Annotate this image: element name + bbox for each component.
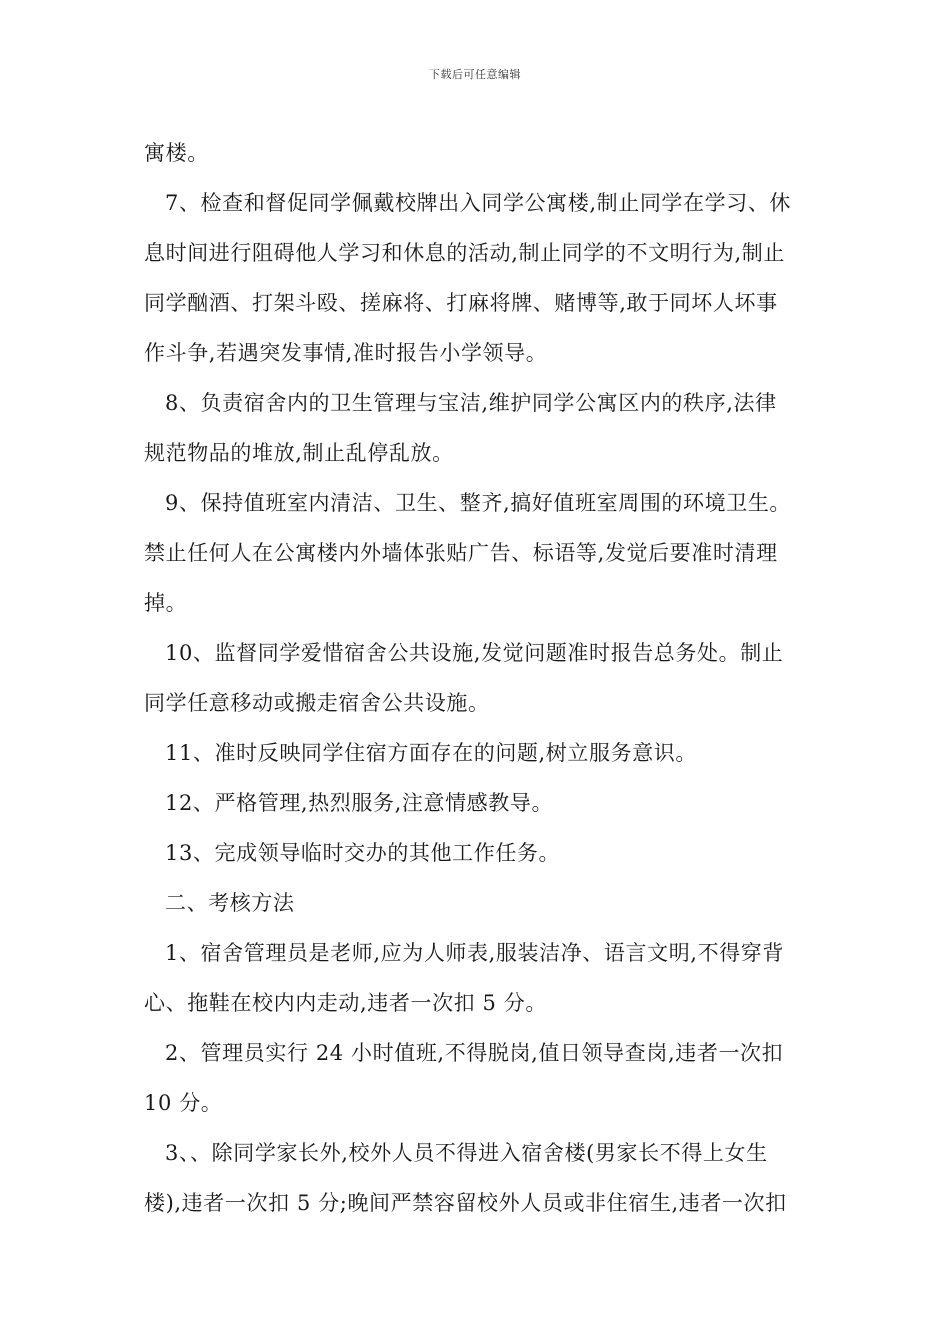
rule-1-line-2: 心、拖鞋在校内内走动,违者一次扣 5 分。 (144, 991, 547, 1015)
item-10-line-1: 10、监督同学爱惜宿舍公共设施,发觉问题准时报告总务处。制止 (165, 641, 784, 665)
item-7-line-2: 息时间进行阻碍他人学习和休息的活动,制止同学的不文明行为,制止 (144, 241, 785, 265)
document-body (144, 128, 808, 1228)
rule-3-line-2: 楼),违者一次扣 5 分;晚间严禁容留校外人员或非住宿生,违者一次扣 (144, 1191, 787, 1215)
item-7-line-3: 同学酗酒、打架斗殴、搓麻将、打麻将牌、赌博等,敢于同坏人坏事 (144, 291, 778, 315)
rule-1-line-1: 1、宿舍管理员是老师,应为人师表,服装洁净、语言文明,不得穿背 (165, 941, 784, 965)
item-11-line: 11、准时反映同学住宿方面存在的问题,树立服务意识。 (165, 741, 697, 765)
page-header: 下载后可任意编辑 (429, 68, 521, 81)
item-9-line-3: 掉。 (144, 591, 188, 615)
rule-2-line-2: 10 分。 (144, 1091, 223, 1115)
item-8-line-1: 8、负责宿舍内的卫生管理与宝洁,维护同学公寓区内的秩序,法律 (165, 391, 777, 415)
rule-2-line-1: 2、管理员实行 24 小时值班,不得脱岗,值日领导查岗,违者一次扣 (165, 1041, 784, 1065)
item-9-line-1: 9、保持值班室内清洁、卫生、整齐,搞好值班室周围的环境卫生。 (165, 491, 792, 515)
item-9-line-2: 禁止任何人在公寓楼内外墙体张贴广告、标语等,发觉后要准时清理 (144, 541, 778, 565)
item-10-line-2: 同学任意移动或搬走宿舍公共设施。 (144, 691, 490, 715)
item-12-line: 12、严格管理,热烈服务,注意情感教导。 (165, 791, 554, 815)
item-7-line-4: 作斗争,若遇突发事情,准时报告小学领导。 (144, 341, 548, 365)
item-7-line-1: 7、检查和督促同学佩戴校牌出入同学公寓楼,制止同学在学习、休 (165, 191, 792, 215)
text-line: 寓楼。 (144, 141, 209, 165)
rule-3-line-1: 3、、除同学家长外,校外人员不得进入宿舍楼(男家长不得上女生 (165, 1141, 768, 1165)
item-8-line-2: 规范物品的堆放,制止乱停乱放。 (144, 441, 454, 465)
item-13-line: 13、完成领导临时交办的其他工作任务。 (165, 841, 561, 865)
section-heading: 二、考核方法 (165, 891, 295, 915)
